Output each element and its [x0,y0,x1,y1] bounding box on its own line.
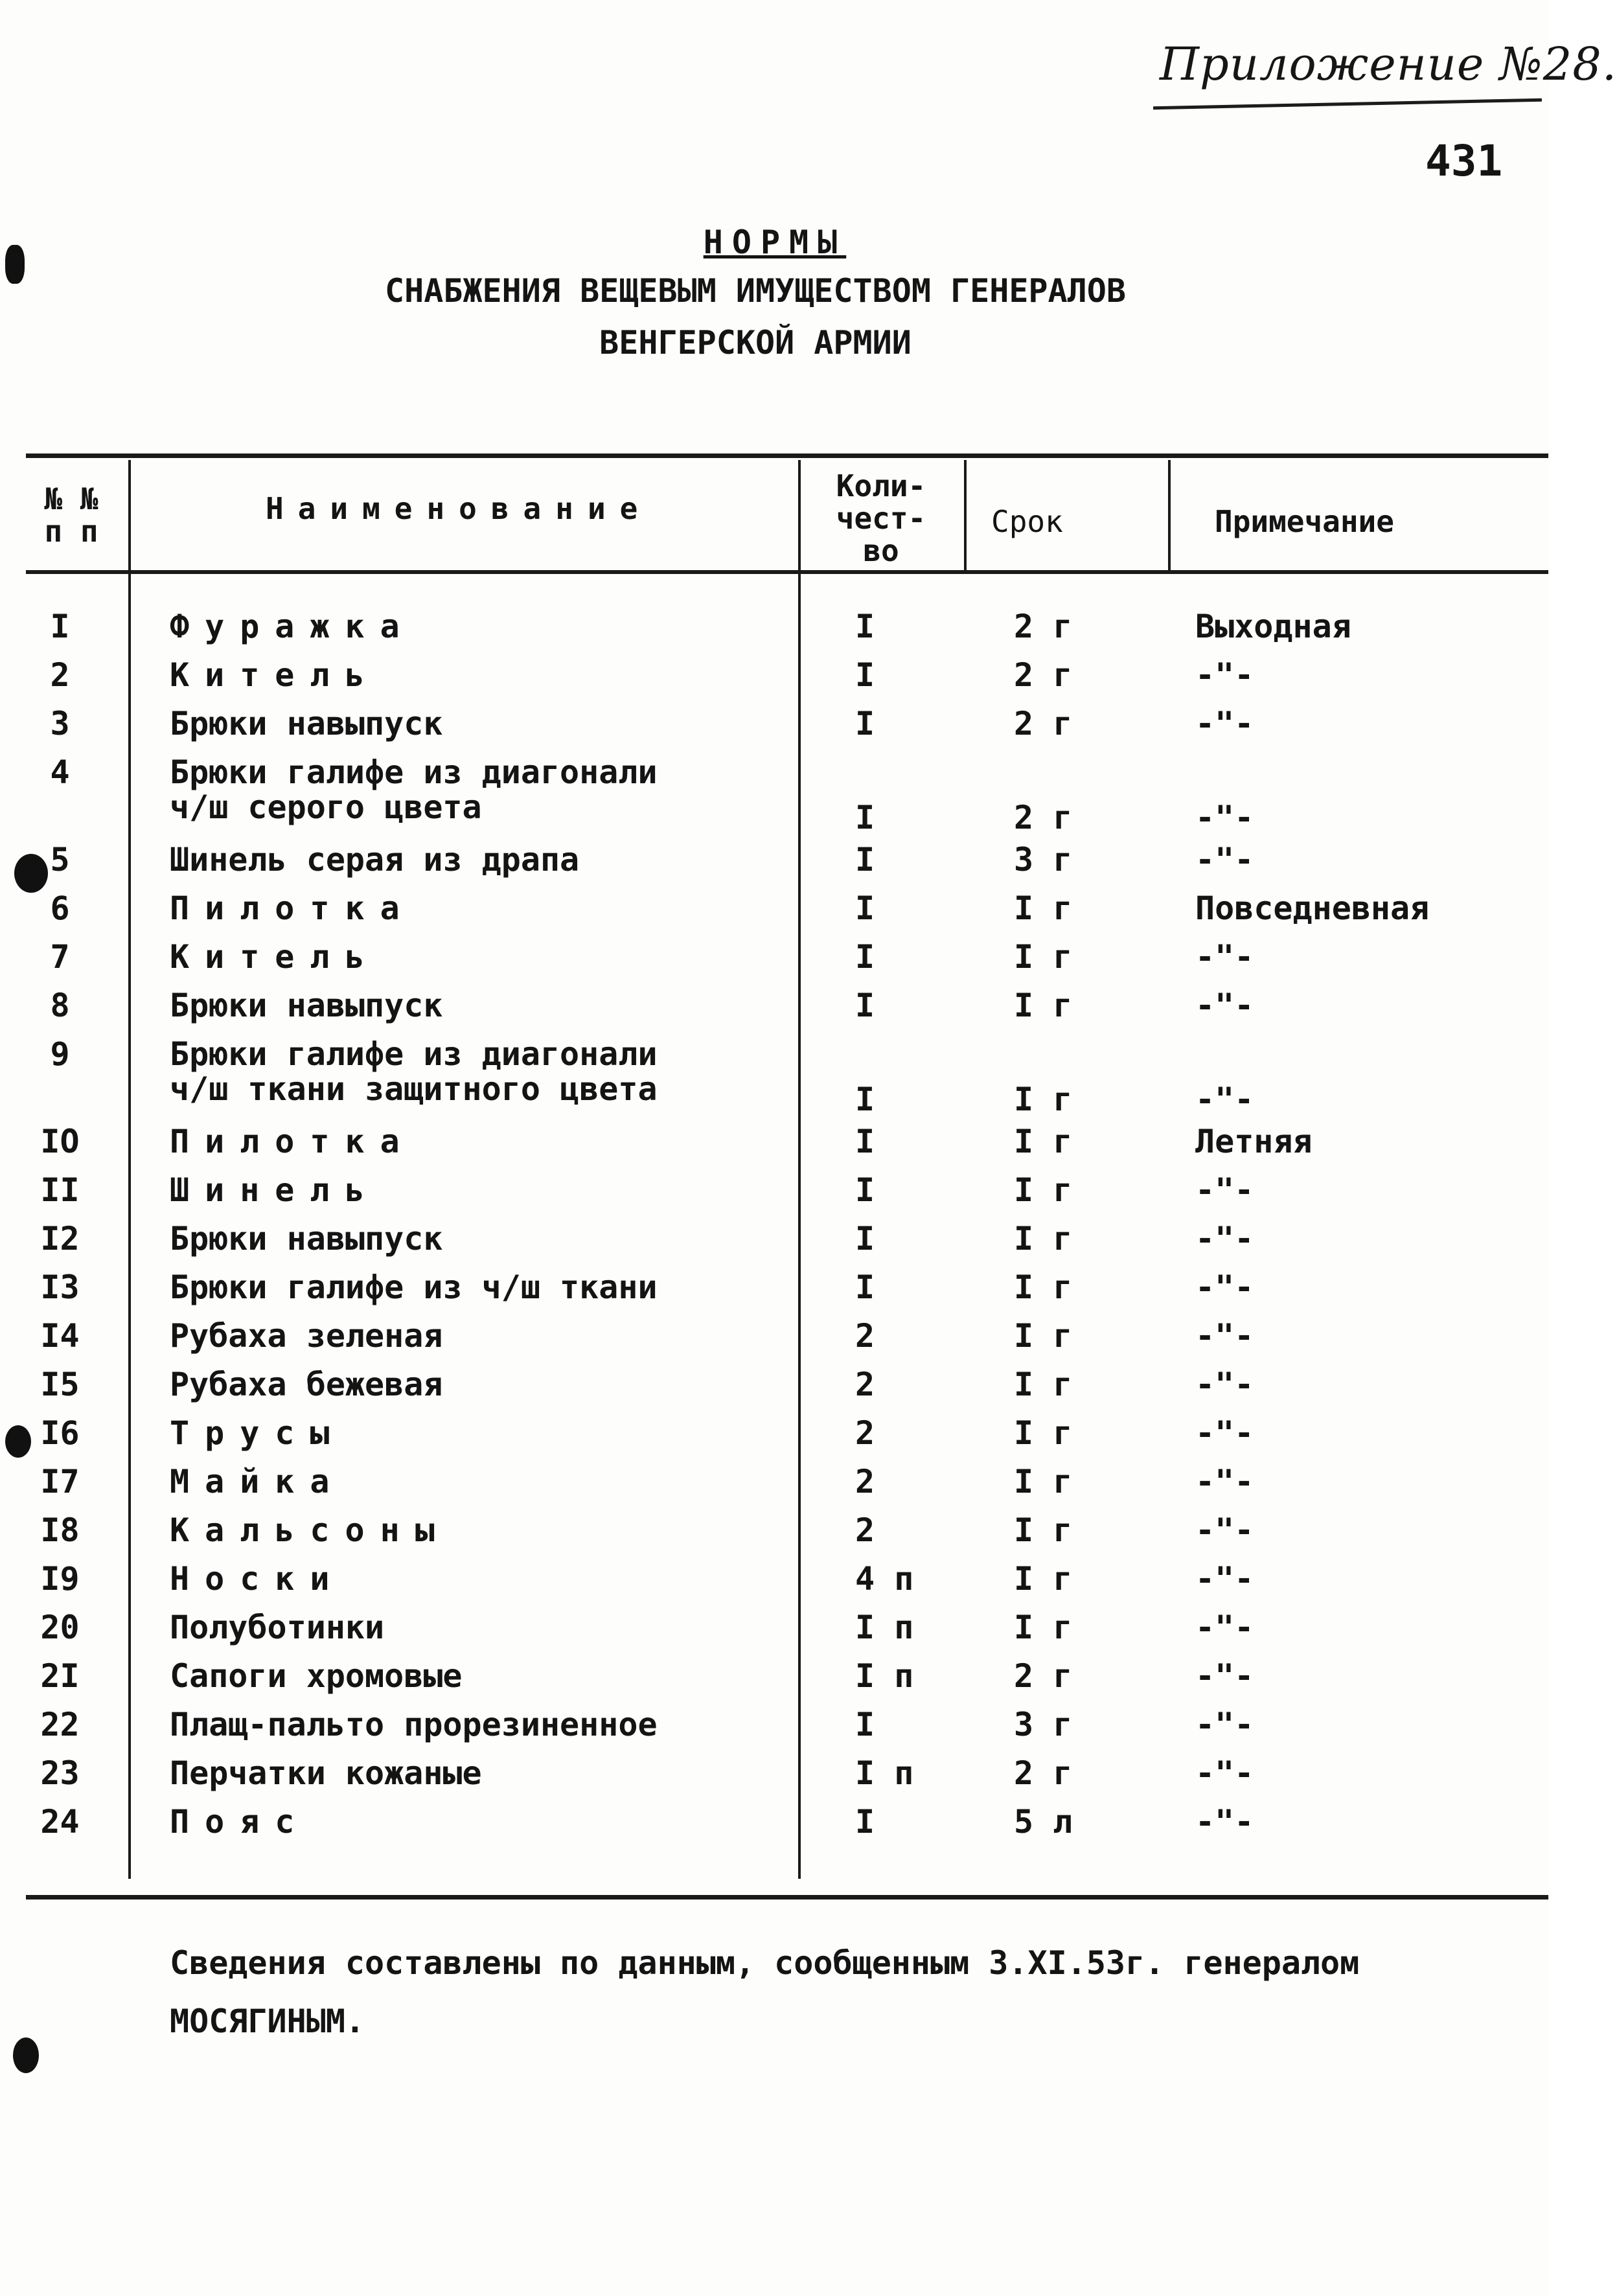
footer-line-1: Сведения составлены по данным, сообщенным 3.XI.53г. генералом [170,1944,1360,1982]
item-quantity: I [855,1081,875,1118]
table-row [0,1513,1550,1552]
item-note: -"- [1195,1511,1254,1549]
row-number: I8 [40,1511,80,1549]
table-row [0,939,1550,978]
item-name-line: Кальсоны [170,1511,450,1549]
item-name [170,1659,463,1693]
header-number-line: № № [44,481,98,516]
item-term: I г [1014,1220,1073,1257]
item-term: I г [1014,1609,1073,1646]
item-name [170,1416,345,1451]
row-number: 9 [50,1035,70,1073]
table-row [0,1173,1550,1211]
row-number: 22 [40,1706,80,1743]
table-bottom-rule [26,1895,1548,1900]
table-row [0,1707,1550,1746]
table-row [0,1756,1550,1795]
item-quantity: I [855,890,875,927]
item-name [170,1173,380,1208]
item-quantity: I [855,799,875,836]
row-number: 3 [50,705,70,742]
item-quantity: 2 [855,1414,875,1452]
item-name-line: Плащ-пальто прорезиненное [170,1706,658,1743]
item-note: -"- [1195,1657,1254,1695]
item-note: -"- [1195,1317,1254,1355]
row-number: 23 [40,1754,80,1792]
item-quantity: I п [855,1609,914,1646]
item-name [170,842,579,877]
row-number: 5 [50,841,70,878]
item-name-line: Перчатки кожаные [170,1754,482,1792]
item-note: -"- [1195,1366,1254,1403]
title-line-1: НОРМЫ [703,224,847,261]
row-number: I9 [40,1560,80,1598]
header-number-line: п п [44,514,98,549]
item-note: -"- [1195,1706,1254,1743]
item-quantity: I [855,1269,875,1306]
item-quantity: I п [855,1657,914,1695]
item-quantity: I [855,987,875,1024]
item-note: -"- [1195,987,1254,1024]
item-note: -"- [1195,1754,1254,1792]
table-row [0,1416,1550,1454]
header-quantity-line: Коли- [836,468,926,503]
row-number: I4 [40,1317,80,1355]
item-name [170,939,380,974]
page-number: 431 [1425,136,1503,186]
header-name: Наименование [266,491,652,526]
item-name-line: Брюки навыпуск [170,987,443,1024]
item-name [170,1124,415,1159]
item-name [170,1221,442,1256]
table-row [0,1367,1550,1406]
item-term: I г [1014,1414,1073,1452]
table-row [0,1464,1550,1503]
table-row [0,1610,1550,1649]
row-number: IO [40,1123,80,1160]
item-name-line: Рубаха бежевая [170,1366,443,1403]
item-name-line: Шинель серая из драпа [170,841,580,878]
item-note: -"- [1195,1220,1254,1257]
table-header-rule [26,570,1548,574]
item-name-line: Брюки галифе из диагонали [170,753,658,791]
item-term: 2 г [1014,1754,1073,1792]
item-name [170,1270,658,1305]
row-number: 8 [50,987,70,1024]
row-number: II [40,1171,80,1209]
item-name [170,1513,450,1548]
item-term: I г [1014,1560,1073,1598]
item-name [170,1367,442,1402]
row-number: I6 [40,1414,80,1452]
item-name-line: Китель [170,656,380,694]
item-quantity: I [855,1803,875,1841]
item-term: I г [1014,1511,1073,1549]
item-name-line: ч/ш ткани защитного цвета [170,1070,658,1108]
item-quantity: 2 [855,1511,875,1549]
item-name-line: Сапоги хромовые [170,1657,463,1695]
item-quantity: I [855,841,875,878]
table-top-rule [26,453,1548,458]
item-name-line: Носки [170,1560,345,1598]
item-name-line: Пояс [170,1803,310,1841]
item-name-line: Майка [170,1463,345,1500]
item-name-line: Брюки навыпуск [170,705,443,742]
table-row [0,891,1550,930]
title-line-3: ВЕНГЕРСКОЙ АРМИИ [599,324,912,362]
item-name [170,1318,442,1353]
ink-blot [14,854,48,893]
item-term: I г [1014,1463,1073,1500]
item-term: 2 г [1014,1657,1073,1695]
item-name [170,755,658,825]
item-term: 3 г [1014,841,1073,878]
item-name-line: Полуботинки [170,1609,385,1646]
ink-blot [13,2038,39,2073]
item-name-line: Фуражка [170,608,415,645]
item-note: -"- [1195,1609,1254,1646]
table-row [0,1659,1550,1697]
item-quantity: I [855,656,875,694]
table-row [0,1037,1550,1117]
row-number: 4 [50,753,70,791]
header-quantity-line: чест- [836,501,926,536]
header-note: Примечание [1215,504,1394,539]
header-number [23,483,120,547]
item-note: -"- [1195,1803,1254,1841]
item-name-line: Брюки галифе из ч/ш ткани [170,1269,658,1306]
item-term: 2 г [1014,705,1073,742]
item-name [170,988,442,1023]
item-note: -"- [1195,1463,1254,1500]
column-divider-3 [964,460,967,570]
column-divider-4 [1168,460,1171,570]
header-term: Срок [991,504,1063,539]
item-term: I г [1014,1171,1073,1209]
item-name [170,1707,658,1742]
item-name-line: Шинель [170,1171,380,1209]
item-name-line: Китель [170,938,380,976]
item-note: Повседневная [1195,890,1430,927]
item-name-line: ч/ш серого цвета [170,788,482,826]
item-term: I г [1014,1317,1073,1355]
item-note: -"- [1195,1560,1254,1598]
item-note: Летняя [1195,1123,1313,1160]
table-row [0,1561,1550,1600]
row-number: I [50,608,70,645]
item-term: 3 г [1014,1706,1073,1743]
row-number: 2I [40,1657,80,1695]
table-row [0,609,1550,648]
item-quantity: I [855,608,875,645]
item-term: I г [1014,1123,1073,1160]
item-term: I г [1014,1081,1073,1118]
row-number: 20 [40,1609,80,1646]
item-quantity: I [855,1171,875,1209]
table-row [0,1318,1550,1357]
table-row [0,658,1550,696]
item-term: I г [1014,1269,1073,1306]
item-name [170,1464,345,1499]
table-row [0,1124,1550,1163]
item-name [170,706,442,741]
row-number: I5 [40,1366,80,1403]
item-quantity: I [855,705,875,742]
row-number: 6 [50,890,70,927]
item-term: I г [1014,890,1073,927]
item-name [170,1037,658,1107]
item-name-line: Брюки галифе из диагонали [170,1035,658,1073]
item-note: -"- [1195,938,1254,976]
ink-blot [5,1425,31,1458]
item-term: I г [1014,987,1073,1024]
item-name [170,891,415,926]
item-name-line: Пилотка [170,1123,415,1160]
item-quantity: I [855,938,875,976]
title-line-2: СНАБЖЕНИЯ ВЕЩЕВЫМ ИМУЩЕСТВОМ ГЕНЕРАЛОВ [385,272,1126,310]
ink-blot [5,245,25,284]
item-note: -"- [1195,1081,1254,1118]
item-name [170,1561,345,1596]
item-note: -"- [1195,841,1254,878]
header-quantity [803,470,959,567]
row-number: I7 [40,1463,80,1500]
item-name [170,1804,310,1839]
item-name [170,609,415,644]
table-row [0,1804,1550,1843]
item-note: -"- [1195,705,1254,742]
item-note: Выходная [1195,608,1351,645]
item-term: 2 г [1014,799,1073,836]
annex-label: Приложение №28. [1160,38,1617,91]
table-row [0,842,1550,881]
annex-underline [1153,98,1542,110]
item-note: -"- [1195,1171,1254,1209]
item-note: -"- [1195,799,1254,836]
row-number: I3 [40,1269,80,1306]
item-name-line: Брюки навыпуск [170,1220,443,1257]
footer-line-2: МОСЯГИНЫМ. [170,2003,365,2040]
header-quantity-line: во [863,533,899,568]
item-name-line: Пилотка [170,890,415,927]
item-quantity: 2 [855,1317,875,1355]
row-number: 24 [40,1803,80,1841]
item-quantity: 2 [855,1463,875,1500]
item-quantity: I [855,1123,875,1160]
item-term: I г [1014,938,1073,976]
table-row [0,988,1550,1027]
item-term: 2 г [1014,656,1073,694]
row-number: 2 [50,656,70,694]
item-quantity: 4 п [855,1560,914,1598]
item-note: -"- [1195,1269,1254,1306]
table-row [0,1221,1550,1260]
table-row [0,1270,1550,1309]
table-row [0,755,1550,835]
item-note: -"- [1195,1414,1254,1452]
item-name-line: Рубаха зеленая [170,1317,443,1355]
item-name [170,1610,384,1645]
item-term: I г [1014,1366,1073,1403]
row-number: 7 [50,938,70,976]
item-term: 5 л [1014,1803,1073,1841]
item-name-line: Трусы [170,1414,345,1452]
footer-note [170,1934,1504,2050]
table-row [0,706,1550,745]
item-name [170,1756,482,1791]
item-quantity: 2 [855,1366,875,1403]
row-number: I2 [40,1220,80,1257]
item-quantity: I п [855,1754,914,1792]
item-quantity: I [855,1220,875,1257]
item-note: -"- [1195,656,1254,694]
item-name [170,658,380,693]
item-term: 2 г [1014,608,1073,645]
item-quantity: I [855,1706,875,1743]
